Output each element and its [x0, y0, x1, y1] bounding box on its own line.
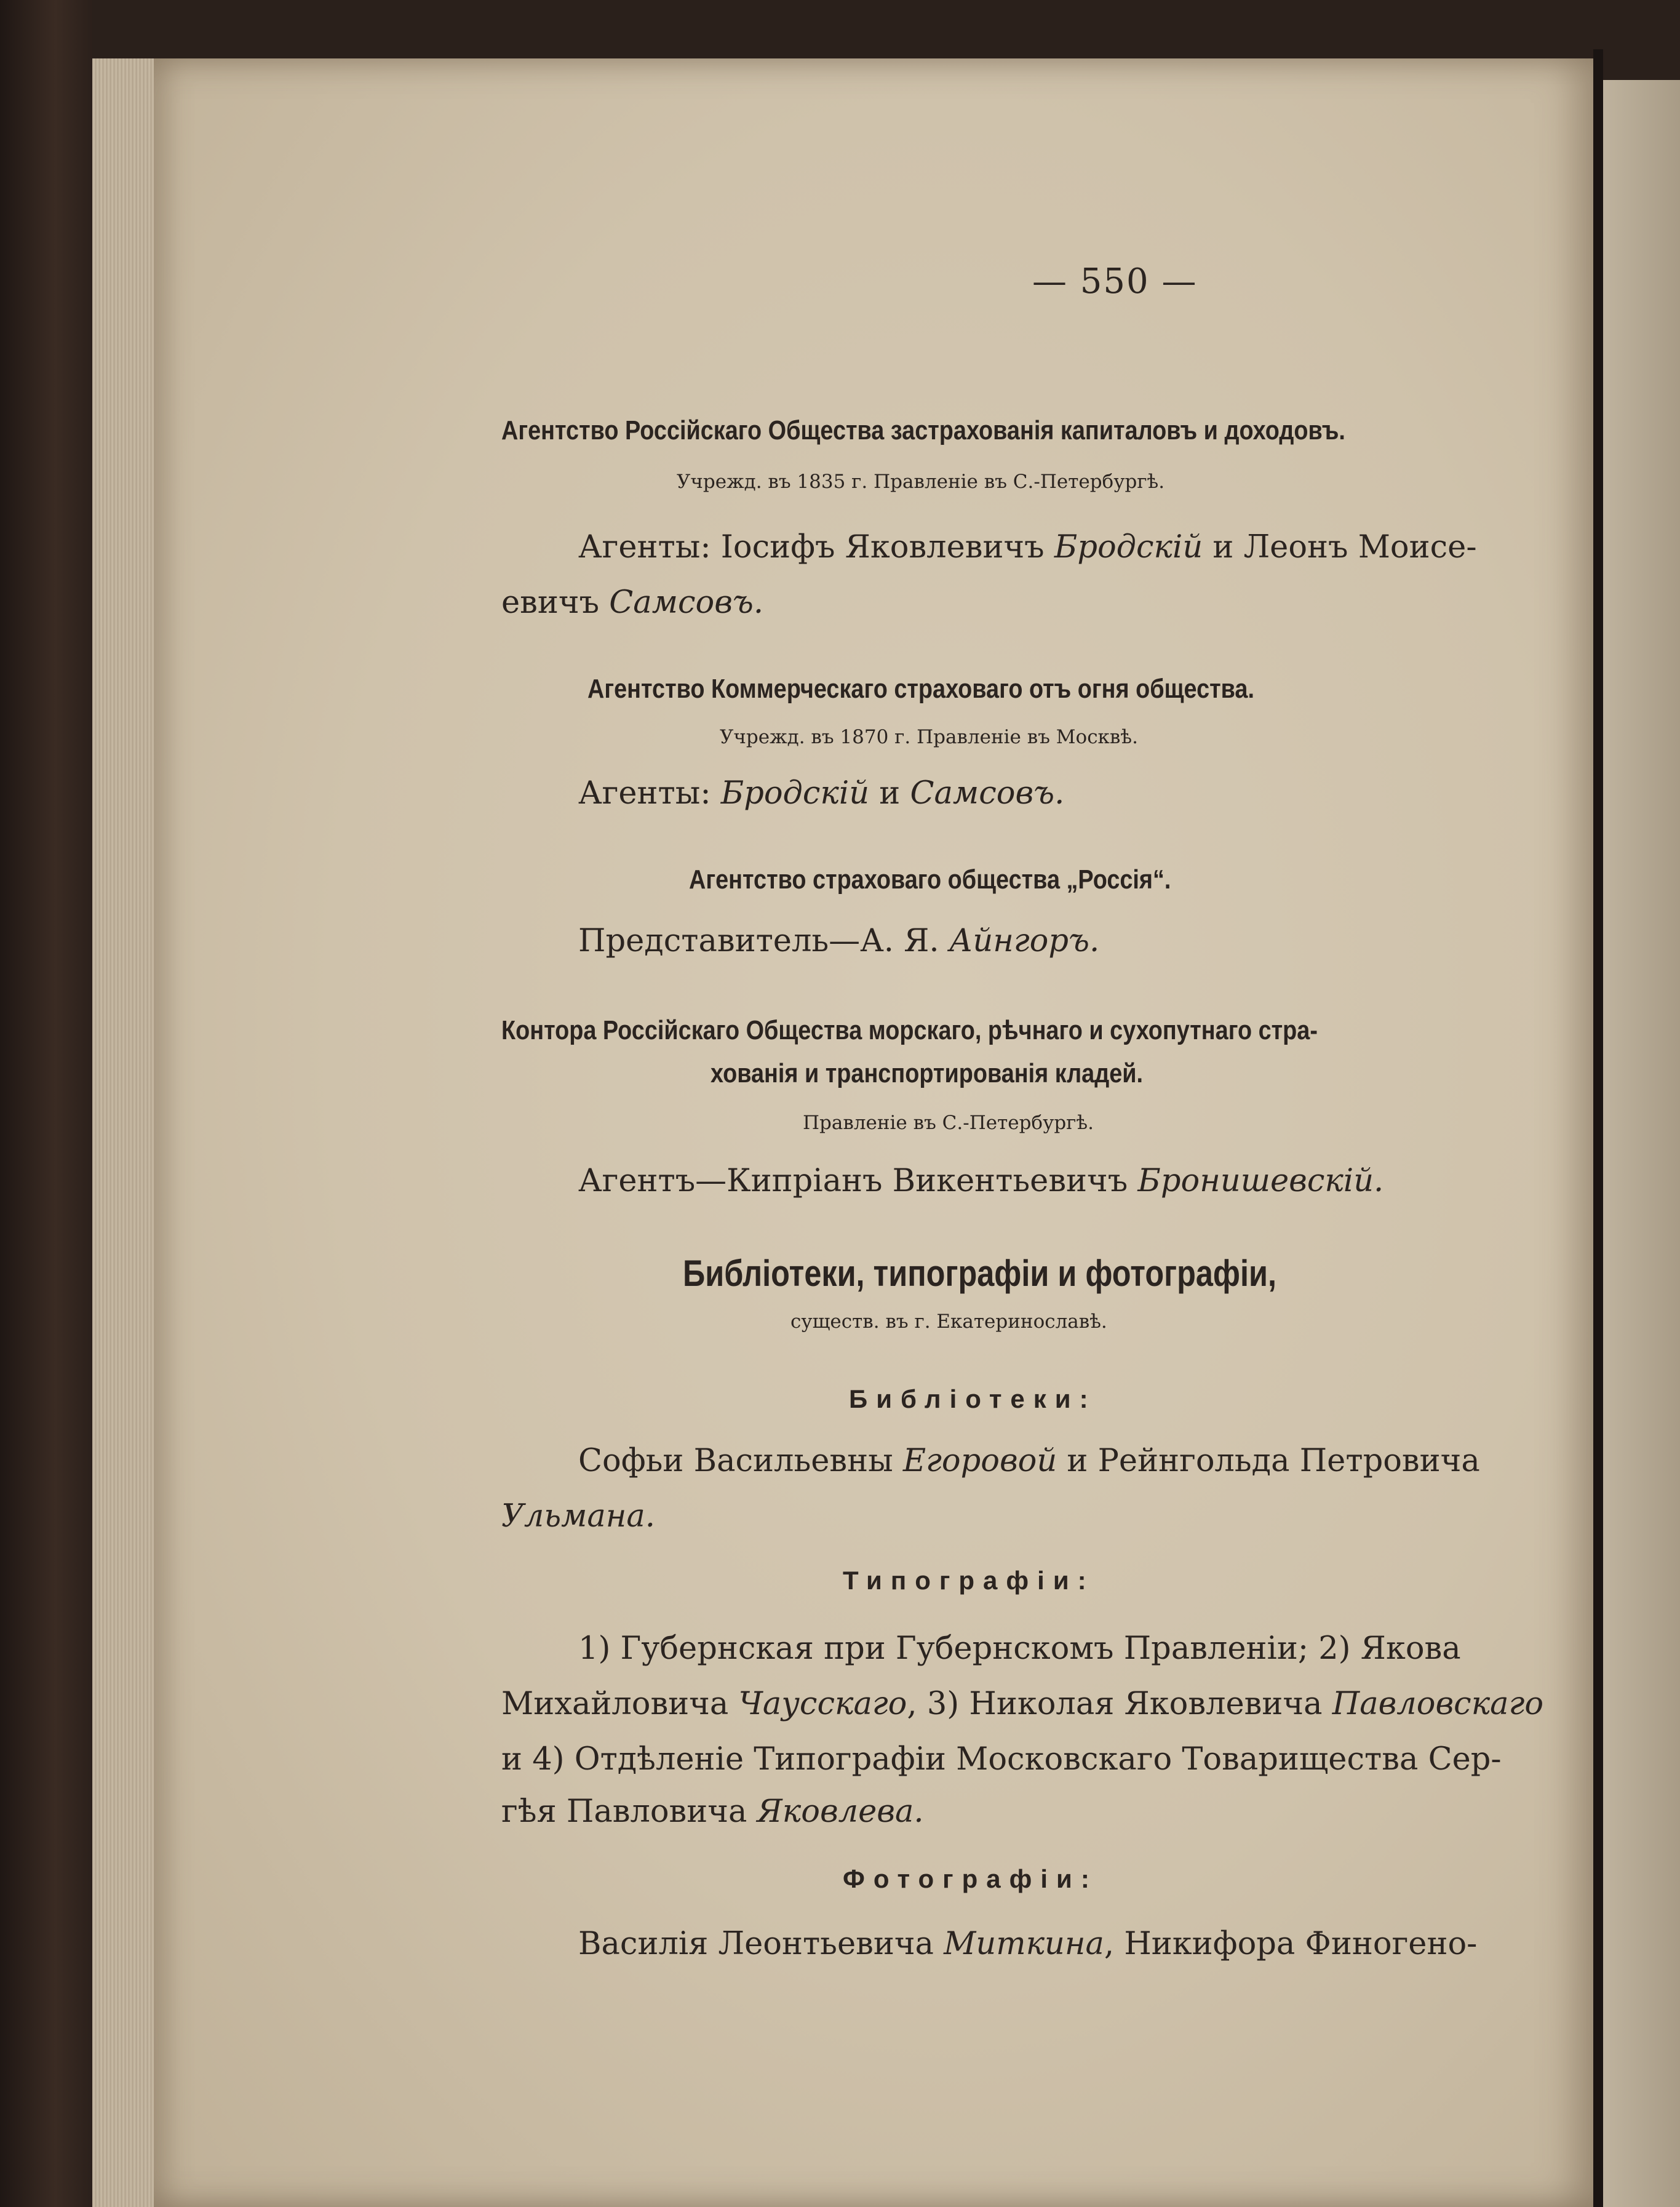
book-gutter: [1593, 49, 1603, 2207]
section-4-line-1: Агентъ—Кипріанъ Викентьевичъ Бронишевскій.: [578, 1163, 1384, 1199]
libraries-line-1: Софьи Васильевны Егоровой и Рейнгольда Петровича: [578, 1443, 1480, 1479]
page-number: — 550 —: [1032, 261, 1198, 301]
page-text: [154, 58, 1593, 2207]
section-2-line-1: Агенты: Бродскій и Самсовъ.: [578, 775, 1065, 812]
section-note-2: Учрежд. въ 1870 г. Правленіе въ Москвѣ.: [720, 726, 1138, 748]
section-note-4: Правленіе въ С.-Петербургѣ.: [803, 1112, 1094, 1134]
printing-line-4: гѣя Павловича Яковлева.: [501, 1794, 924, 1830]
section-heading-3: Агентство страховаго общества „Россія“.: [689, 864, 1171, 895]
section-heading-1: Агентство Россійскаго Общества застрахованія капиталовъ и доходовъ.: [501, 415, 1345, 445]
main-heading: Библіотеки, типографіи и фотографіи,: [683, 1253, 1277, 1294]
photos-line-1: Василія Леонтьевича Миткина, Никифора Финогено-: [578, 1926, 1478, 1962]
section-1-line-1: Агенты: Іосифъ Яковлевичъ Бродскій и Леонъ Моисе-: [578, 529, 1477, 565]
section-1-line-2: евичъ Самсовъ.: [501, 585, 764, 621]
printing-line-1: 1) Губернская при Губернскомъ Правленіи; 2) Якова: [578, 1630, 1461, 1667]
libraries-line-2: Ульмана.: [501, 1498, 655, 1535]
printing-line-2: Михайловича Чаусскаго, 3) Николая Яковлевича Павловскаго: [501, 1686, 1544, 1722]
photos-title: Фотографіи:: [843, 1864, 1098, 1893]
section-3-line-1: Представитель—А. Я. Айнгоръ.: [578, 923, 1100, 959]
section-note-1: Учрежд. въ 1835 г. Правленіе въ С.-Петербургѣ.: [677, 471, 1165, 493]
printing-line-3: и 4) Отдѣленіе Типографіи Московскаго Товарищества Сер-: [501, 1741, 1502, 1778]
section-heading-2: Агентство Коммерческаго страховаго отъ огня общества.: [587, 674, 1254, 704]
section-heading-4-line-2: хованія и транспортированія кладей.: [711, 1058, 1144, 1088]
next-page-sliver: [1603, 80, 1680, 2207]
printed-page: [154, 58, 1593, 2207]
printing-title: Типографіи:: [843, 1566, 1095, 1595]
section-heading-4-line-1: Контора Россійскаго Общества морскаго, рѣчнаго и сухопутнаго стра-: [501, 1015, 1318, 1045]
libraries-title: Библіотеки:: [849, 1384, 1097, 1413]
main-note: существ. въ г. Екатеринославѣ.: [790, 1311, 1107, 1333]
book-cover-edge: [0, 0, 92, 2207]
